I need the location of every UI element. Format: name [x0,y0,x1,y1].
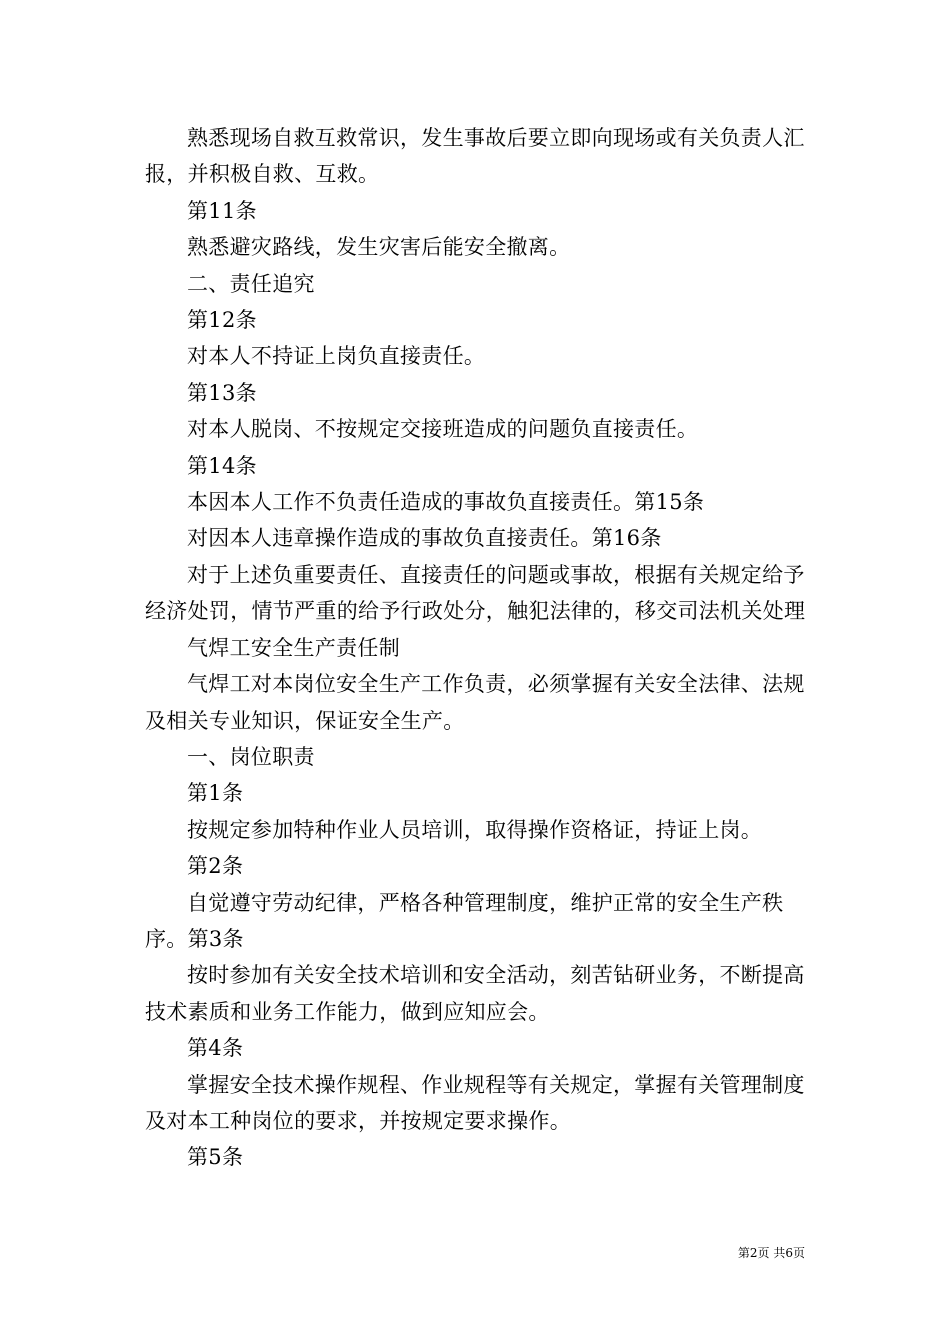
article-heading-5: 第5条 [187,1145,244,1170]
paragraph-6: 对因本人违章操作造成的事故负直接责任。第16条 [187,526,662,551]
document-body [145,120,807,1176]
article-heading-12: 第12条 [187,308,257,333]
section-title-gas-welder: 气焊工安全生产责任制 [187,635,400,660]
article-heading-11: 第11条 [187,198,257,223]
paragraph-10: 自觉遵守劳动纪律，严格各种管理制度，维护正常的安全生产秩序。第3条 [145,890,784,951]
article-heading-4: 第4条 [187,1036,244,1061]
paragraph-5: 本因本人工作不负责任造成的事故负直接责任。第15条 [187,490,705,515]
paragraph-9: 按规定参加特种作业人员培训，取得操作资格证，持证上岗。 [187,817,763,842]
paragraph-7: 对于上述负重要责任、直接责任的问题或事故，根据有关规定给予经济处罚，情节严重的给予行政处分，触犯法律的，移交司法机关处理 [145,562,806,624]
article-heading-1: 第1条 [187,781,244,806]
paragraph-11: 按时参加有关安全技术培训和安全活动，刻苦钻研业务，不断提高技术素质和业务工作能力，做到应知应会。 [145,963,805,1024]
section-heading-responsibility: 二、责任追究 [187,271,315,296]
article-heading-2: 第2条 [187,854,244,879]
paragraph-8: 气焊工对本岗位安全生产工作负责，必须掌握有关安全法律、法规及相关专业知识，保证安全生产。 [145,672,805,733]
article-heading-13: 第13条 [187,380,257,405]
paragraph-4: 对本人脱岗、不按规定交接班造成的问题负直接责任。 [187,417,699,442]
paragraph-3: 对本人不持证上岗负直接责任。 [187,344,486,369]
paragraph-1: 熟悉现场自救互救常识，发生事故后要立即向现场或有关负责人汇报，并积极自救、互救。 [145,126,805,187]
paragraph-2: 熟悉避灾路线，发生灾害后能安全撤离。 [187,235,571,260]
article-heading-14: 第14条 [187,453,257,478]
paragraph-12: 掌握安全技术操作规程、作业规程等有关规定，掌握有关管理制度及对本工种岗位的要求，并按规定要求操作。 [145,1072,805,1133]
section-heading-duties: 一、岗位职责 [187,744,315,769]
page-number: 第2页 共6页 [737,1246,805,1260]
